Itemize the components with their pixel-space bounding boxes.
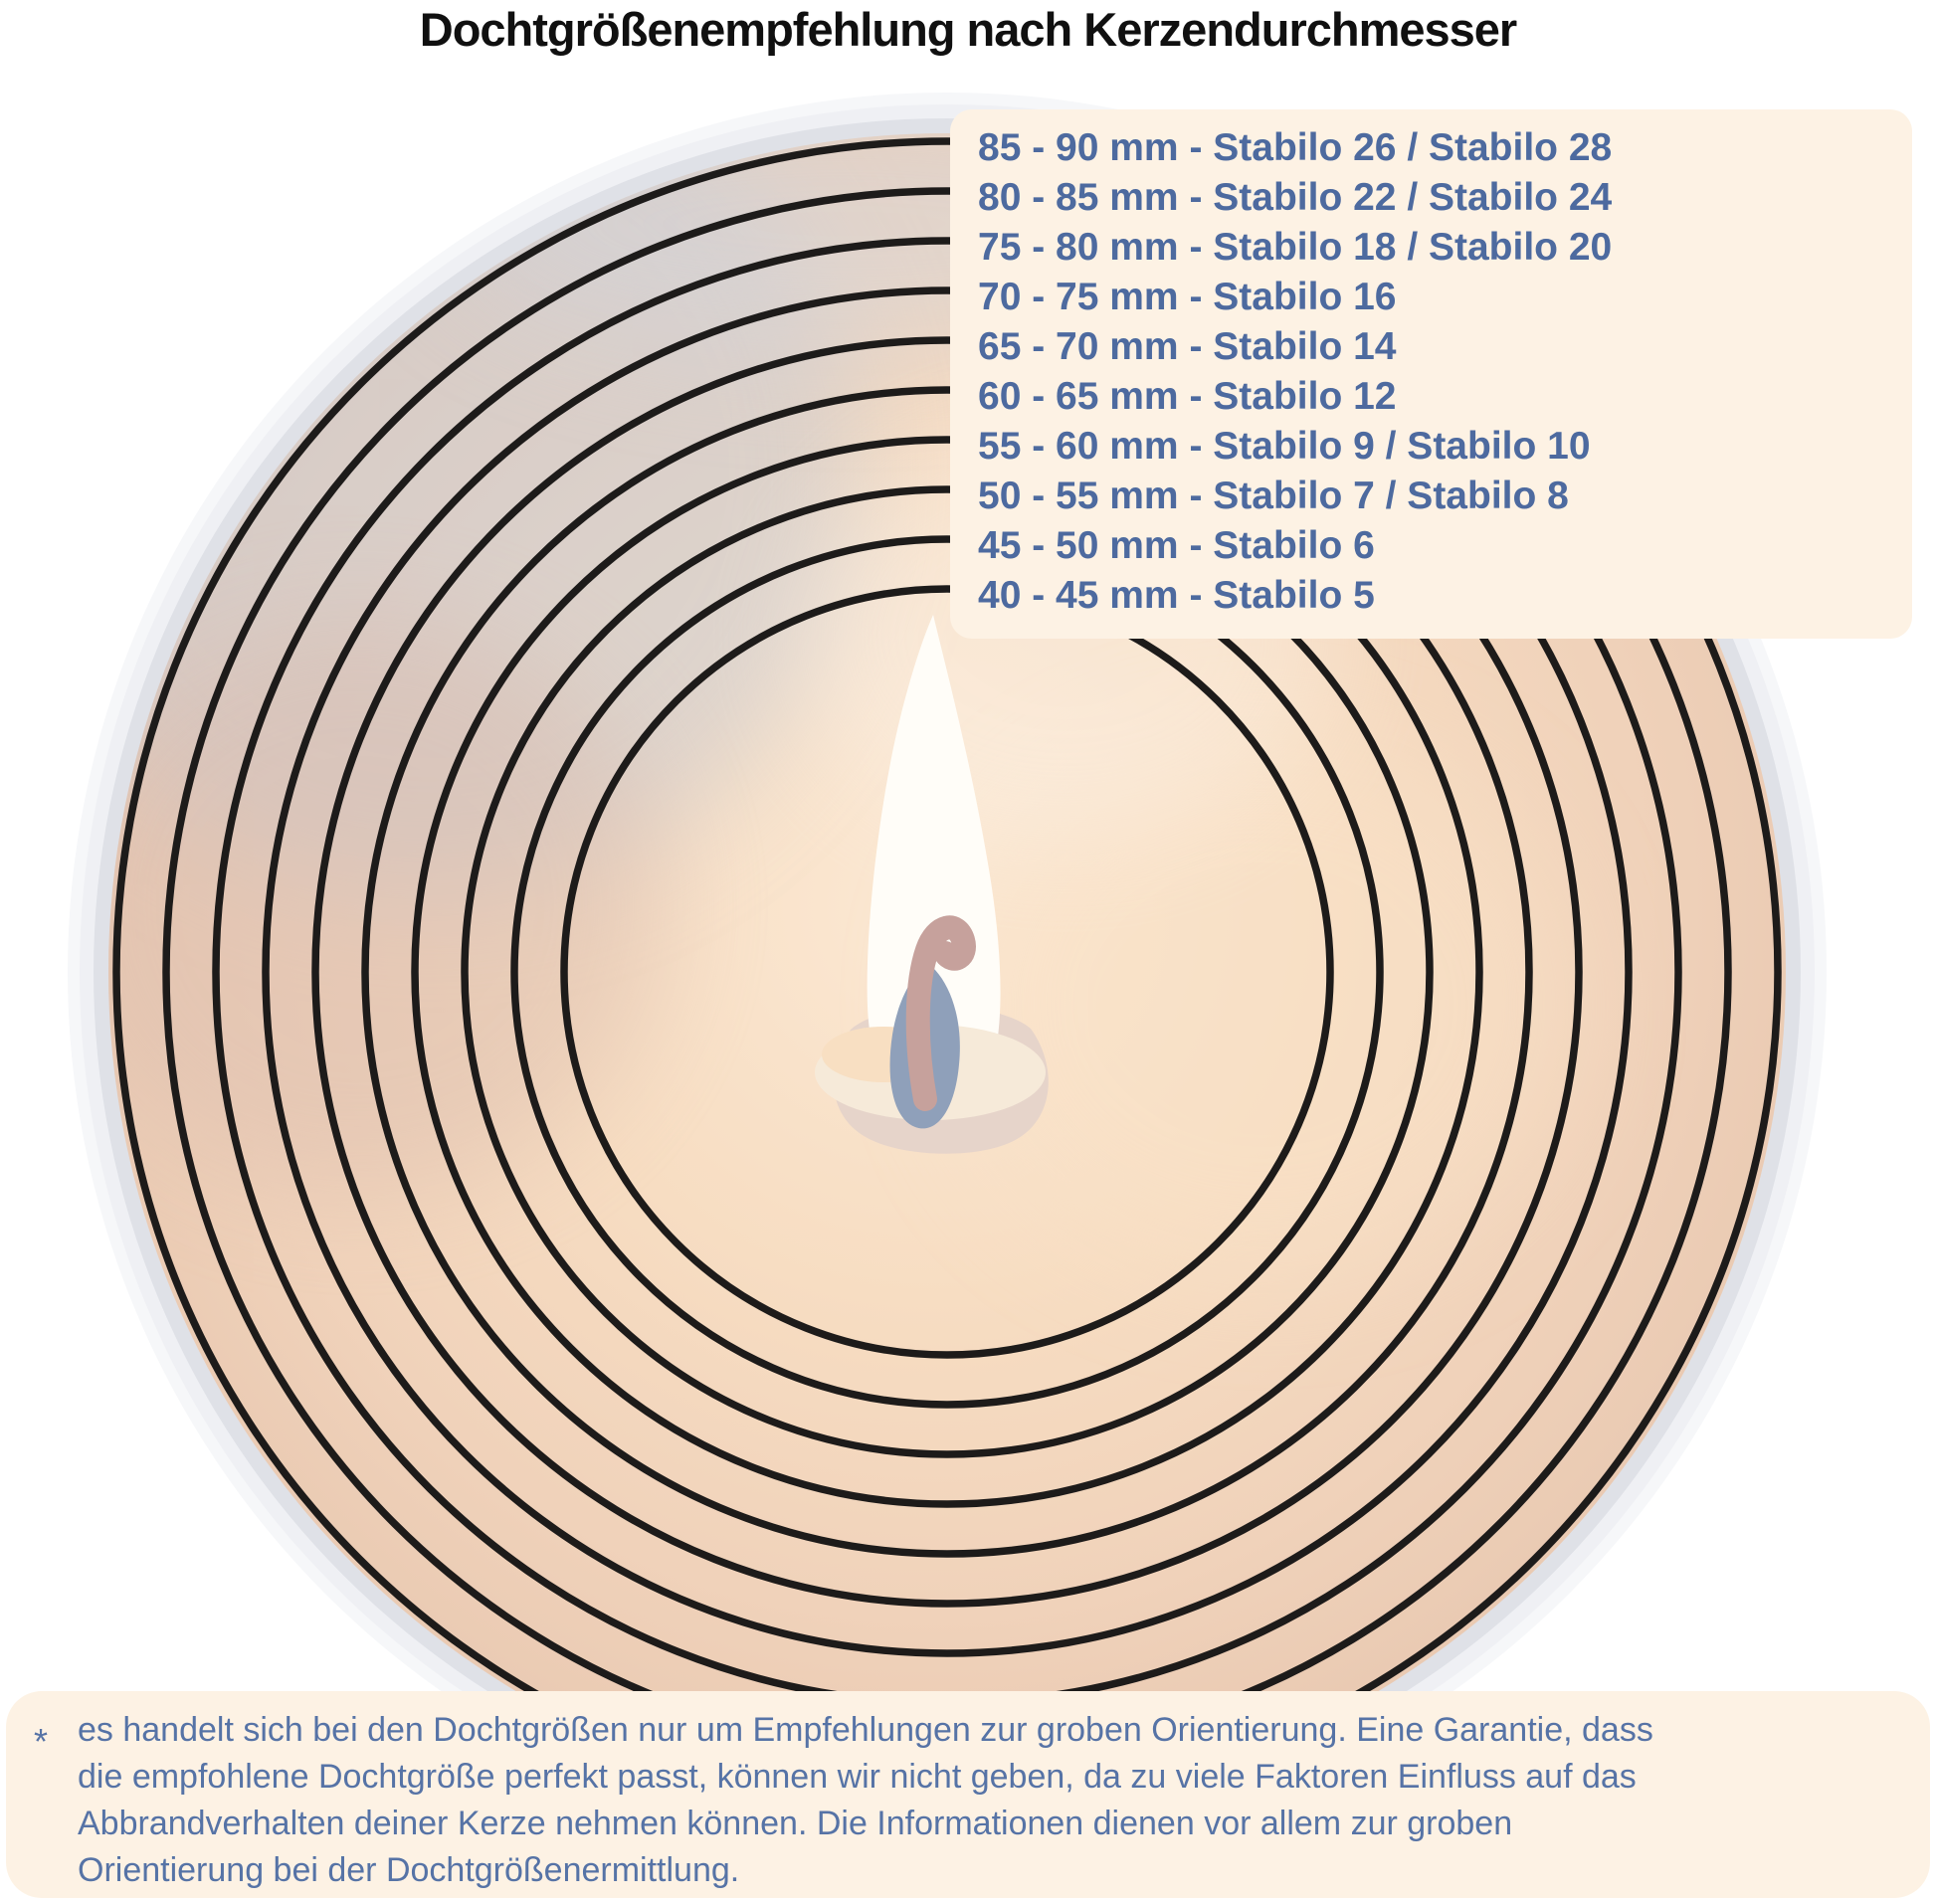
footnote-line: Orientierung bei der Dochtgrößenermittlung. (78, 1851, 740, 1889)
legend-item: 80 - 85 mm - Stabilo 22 / Stabilo 24 (978, 176, 1613, 219)
legend-item: 60 - 65 mm - Stabilo 12 (978, 375, 1397, 418)
page-title: Dochtgrößenempfehlung nach Kerzendurchmesser (419, 3, 1517, 56)
footnote-line: Abbrandverhalten deiner Kerze nehmen können. Die Informationen dienen vor allem zur groben (78, 1805, 1513, 1842)
wick-size-legend-list (978, 123, 1892, 621)
footnote-line: es handelt sich bei den Dochtgrößen nur um Empfehlungen zur groben Orientierung. Eine Garantie, dass (78, 1711, 1653, 1749)
footnote-text (78, 1707, 1900, 1894)
legend-item: 75 - 80 mm - Stabilo 18 / Stabilo 20 (978, 226, 1613, 269)
legend-item: 50 - 55 mm - Stabilo 7 / Stabilo 8 (978, 475, 1569, 517)
legend-item: 55 - 60 mm - Stabilo 9 / Stabilo 10 (978, 425, 1591, 468)
footnote-marker: * (34, 1721, 49, 1762)
legend-item: 85 - 90 mm - Stabilo 26 / Stabilo 28 (978, 126, 1613, 169)
legend-item: 40 - 45 mm - Stabilo 5 (978, 574, 1375, 617)
legend-item: 65 - 70 mm - Stabilo 14 (978, 325, 1397, 368)
wick-size-legend (950, 109, 1912, 639)
legend-item: 70 - 75 mm - Stabilo 16 (978, 276, 1397, 318)
disclaimer-panel (6, 1691, 1930, 1898)
legend-item: 45 - 50 mm - Stabilo 6 (978, 524, 1375, 567)
footnote-line: die empfohlene Dochtgröße perfekt passt, können wir nicht geben, da zu viele Faktoren Einfluss auf das (78, 1758, 1637, 1796)
